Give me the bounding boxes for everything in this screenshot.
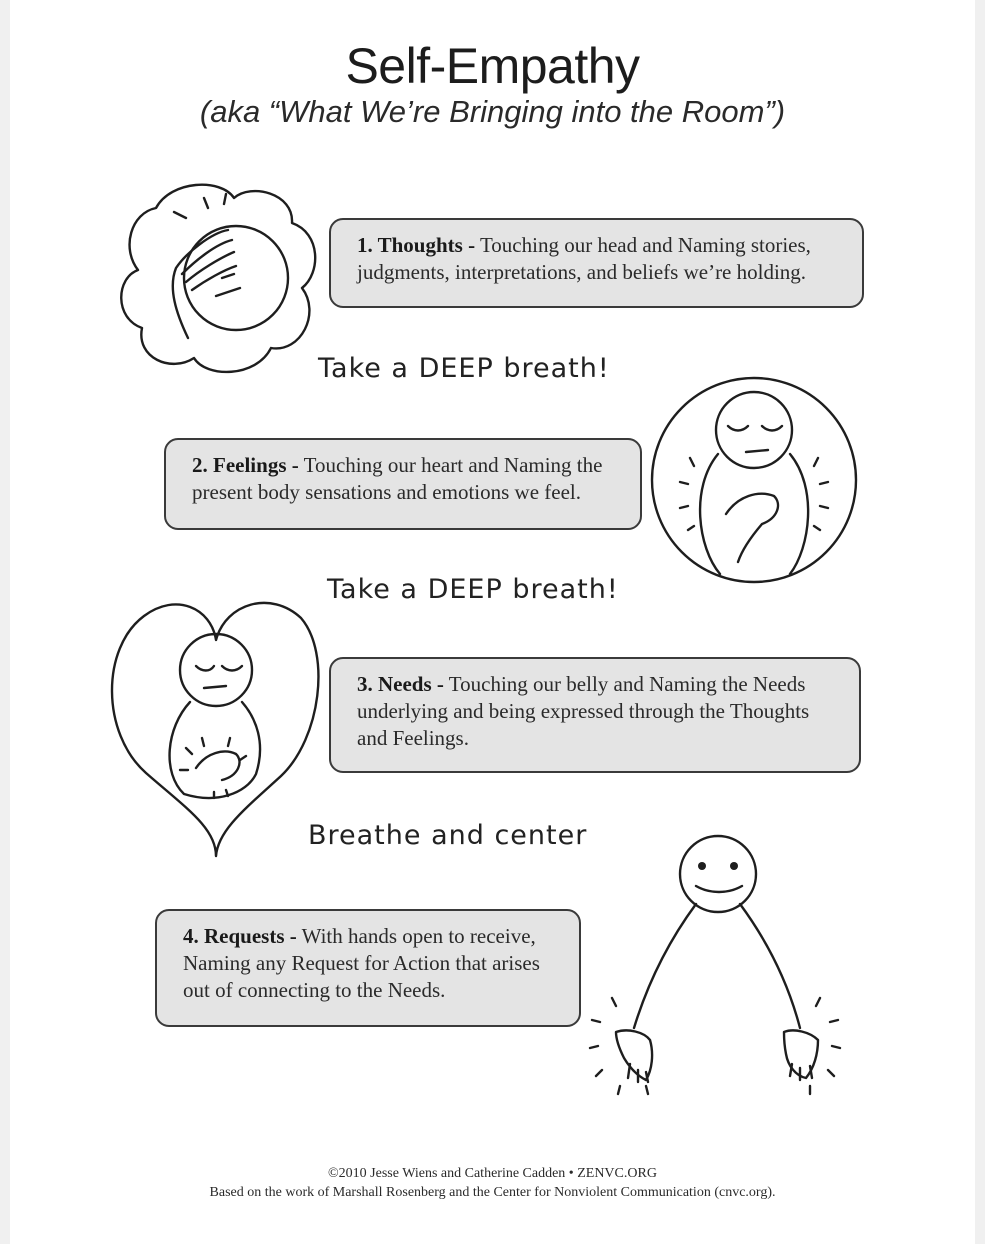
step-requests-label: 4. Requests - [183, 924, 297, 948]
step-requests-text: With hands open to receive, Naming any Request for Action that arises out of connecting to the Needs. [183, 924, 540, 1002]
step-needs-label: 3. Needs - [357, 672, 444, 696]
cloud-head-touch-icon [116, 178, 326, 378]
footer-attribution: Based on the work of Marshall Rosenberg and the Center for Nonviolent Communication (cnvc.org). [209, 1185, 776, 1200]
page-subtitle: (aka “What We’re Bringing into the Room”) [199, 94, 786, 129]
heart-belly-touch-icon [106, 598, 326, 860]
step-feelings-label: 2. Feelings - [192, 453, 299, 477]
step-feelings-text: Touching our heart and Naming the present body sensations and emotions we feel. [192, 453, 603, 504]
open-hands-figure-icon [588, 832, 848, 1104]
deep-breath-prompt-1: Take a DEEP breath! [318, 353, 610, 384]
footer-copyright: ©2010 Jesse Wiens and Catherine Cadden • ZENVC.ORG [328, 1166, 657, 1181]
page-title: Self-Empathy [345, 38, 640, 94]
step-thoughts-box [329, 218, 864, 308]
deep-breath-prompt-2: Take a DEEP breath! [327, 574, 619, 605]
circle-heart-touch-icon [650, 378, 860, 584]
step-feelings-box [164, 438, 642, 530]
breathe-center-prompt: Breathe and center [308, 820, 588, 851]
step-needs-text: Touching our belly and Naming the Needs underlying and being expressed through the Thoughts and Feelings. [357, 672, 810, 750]
step-thoughts-label: 1. Thoughts - [357, 233, 476, 257]
step-needs-box [329, 657, 861, 773]
step-requests-box [155, 909, 581, 1027]
step-thoughts-text: Touching our head and Naming stories, judgments, interpretations, and beliefs we’re holding. [357, 233, 811, 284]
